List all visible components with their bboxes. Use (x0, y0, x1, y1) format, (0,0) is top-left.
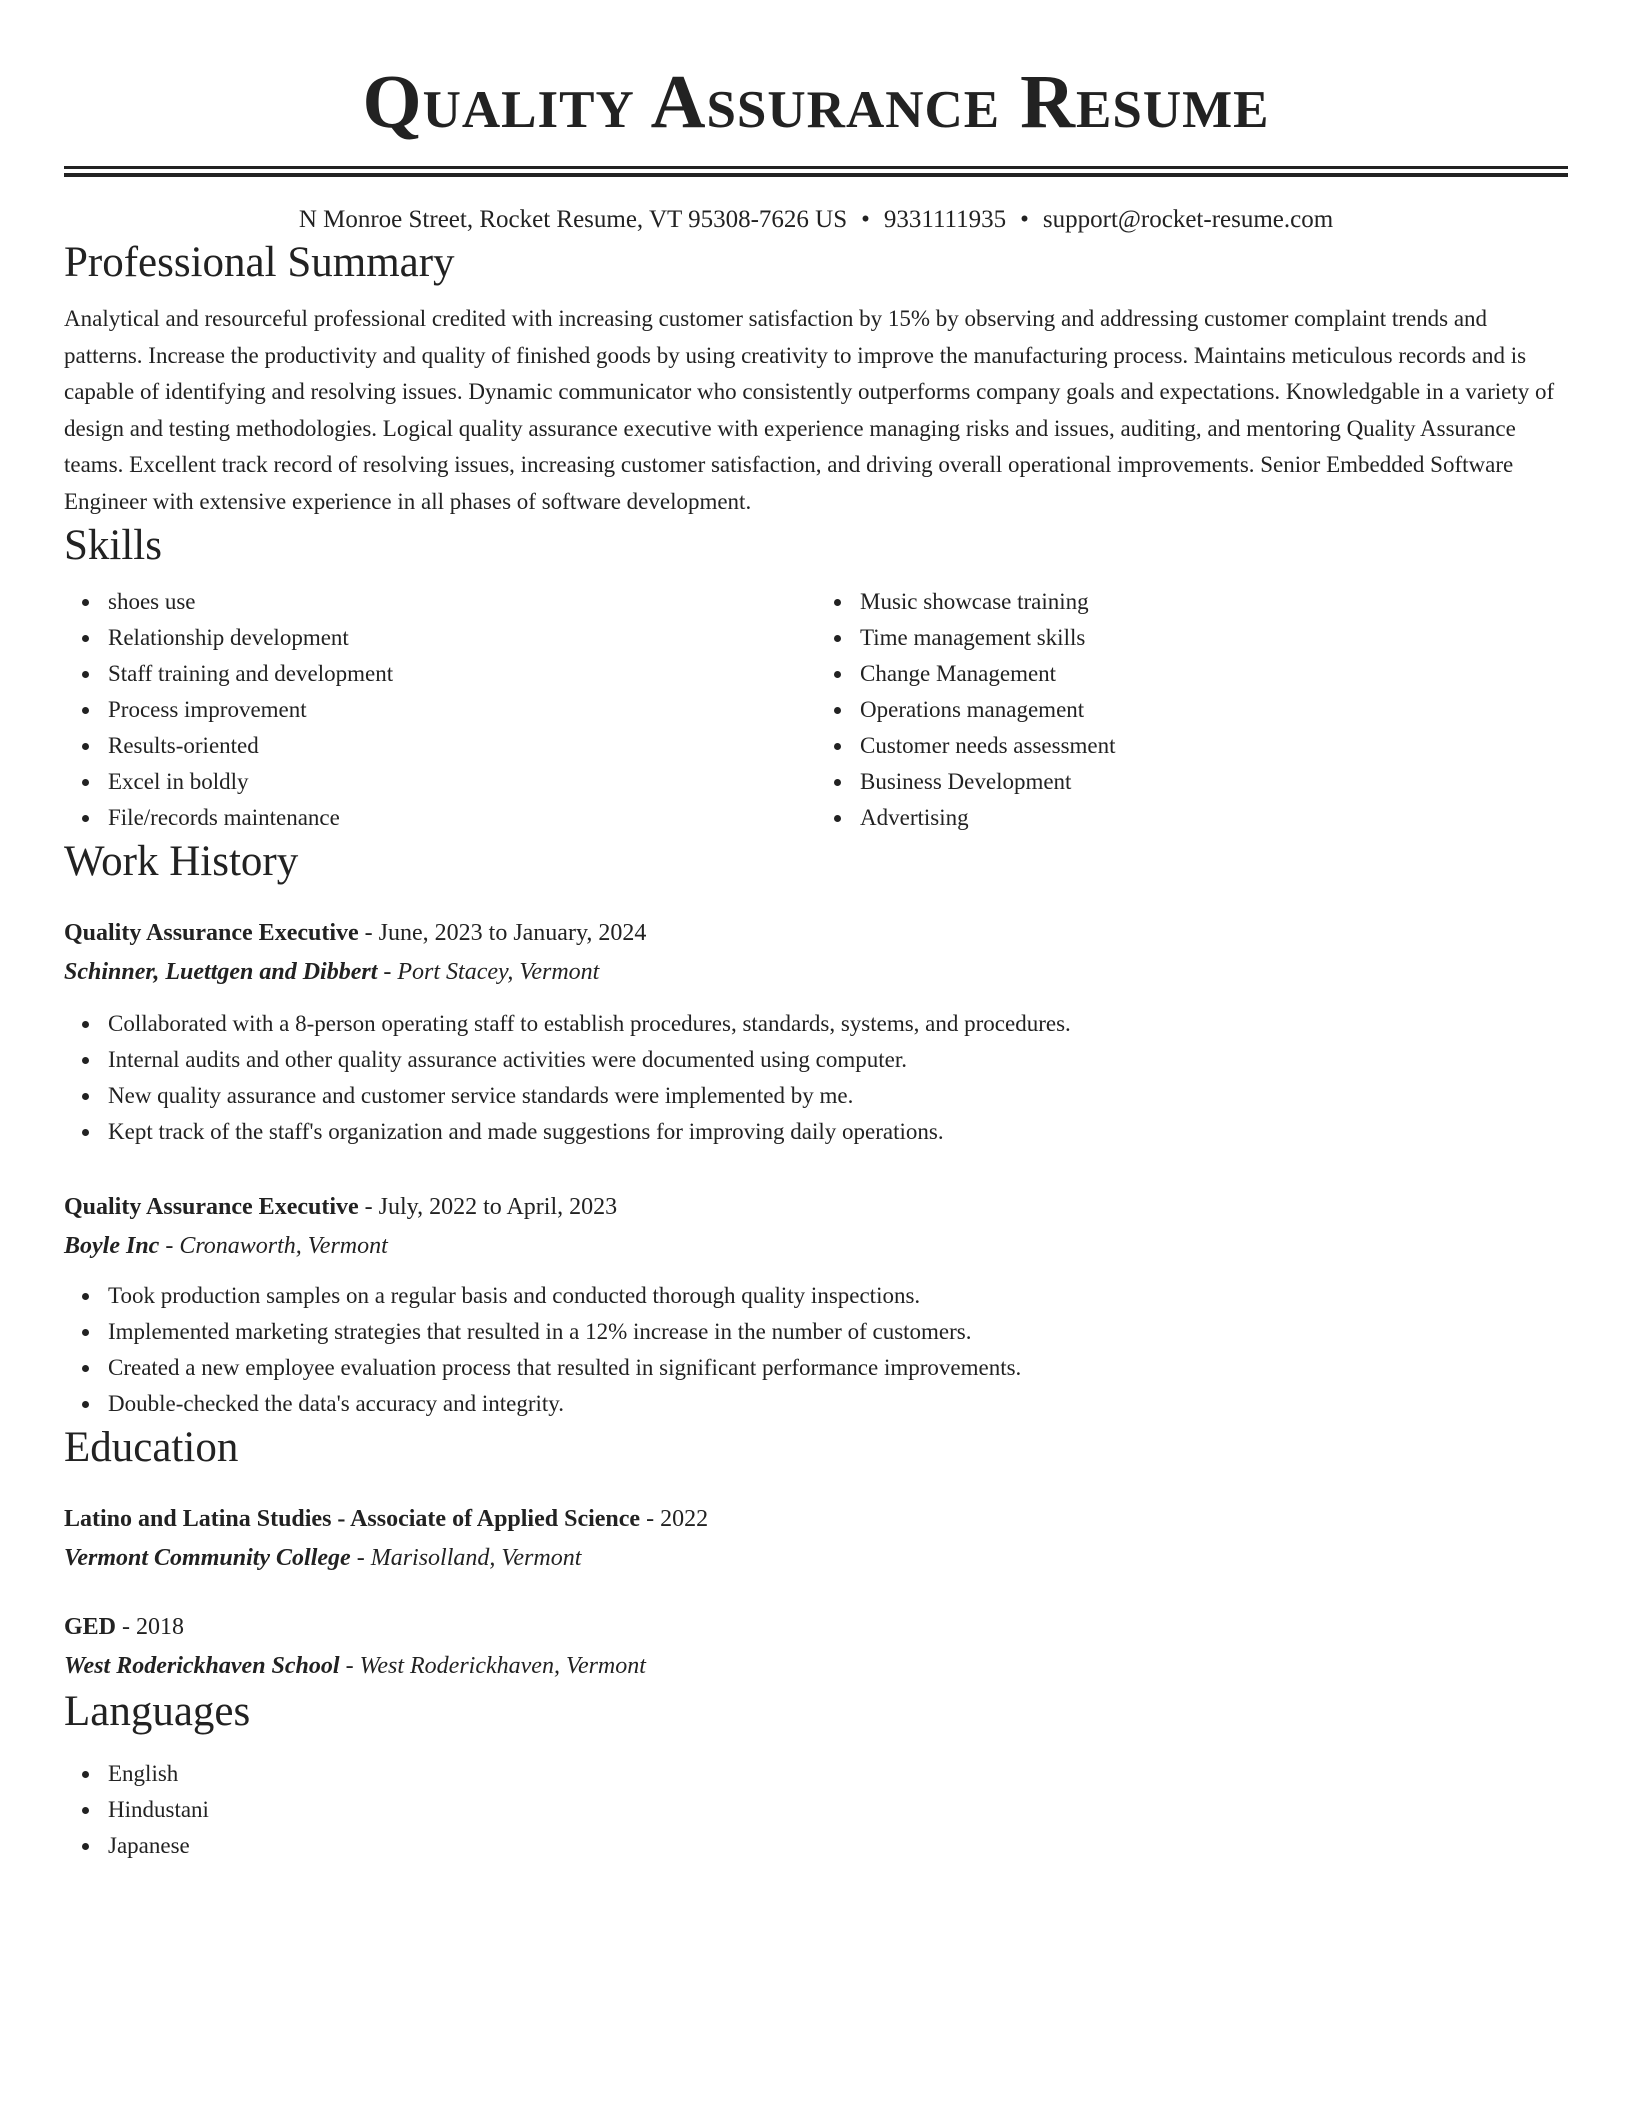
education-degree-line (64, 1608, 1568, 1646)
title-double-rule (64, 166, 1568, 177)
language-item: English (108, 1756, 1568, 1792)
contact-email: support@rocket-resume.com (1042, 206, 1334, 233)
job-company: Schinner, Luettgen and Dibbert (64, 959, 378, 985)
skill-item: File/records maintenance (108, 800, 816, 836)
job-bullet: Internal audits and other quality assurance activities were documented using computer. (108, 1042, 1568, 1078)
job-title-line (64, 914, 1568, 952)
skill-item: Customer needs assessment (860, 728, 1568, 764)
education-school-line (64, 1538, 1568, 1578)
skills-grid (64, 584, 1568, 836)
skill-item: Music showcase training (860, 584, 1568, 620)
contact-separator: • (1020, 206, 1029, 233)
education-location: Marisolland, Vermont (370, 1545, 582, 1571)
education-degree: GED (64, 1614, 117, 1640)
dash: - (377, 959, 398, 985)
education-year: 2022 (660, 1506, 709, 1532)
job-bullet: Kept track of the staff's organization and made suggestions for improving daily operations. (108, 1114, 1568, 1150)
contact-separator: • (861, 206, 870, 233)
job-entry (64, 1188, 1568, 1422)
dash: - (358, 920, 379, 946)
job-title: Quality Assurance Executive (64, 1194, 359, 1220)
education-location: West Roderickhaven, Vermont (359, 1653, 646, 1679)
job-location: Port Stacey, Vermont (397, 959, 600, 985)
education-school: West Roderickhaven School (64, 1653, 340, 1679)
job-bullets (64, 1006, 1568, 1150)
education-degree: Latino and Latina Studies - Associate of Applied Science (64, 1506, 641, 1532)
summary-text: Analytical and resourceful professional credited with increasing customer satisfaction by 15% by observing and addressing customer complaint trends and patterns. Increase the productivity and quality of finished goods by using creativity to improve the manufacturing process. Maintains meticulous records and is capable of identifying and resolving issues. Dynamic communicator who consistently outperforms company goals and expectations. Knowledgable in a variety of design and testing methodologies. Logical quality assurance executive with experience managing risks and issues, auditing, and mentoring Quality Assurance teams. Excellent track record of resolving issues, increasing customer satisfaction, and driving overall operational improvements. Senior Embedded Software Engineer with extensive experience in all phases of software development. (64, 306, 1555, 514)
skill-item: Excel in boldly (108, 764, 816, 800)
skills-right-list (816, 584, 1568, 836)
dash: - (350, 1545, 371, 1571)
dash: - (159, 1233, 180, 1259)
job-dates: June, 2023 to January, 2024 (378, 920, 647, 946)
skills-heading: Skills (64, 522, 162, 569)
job-title: Quality Assurance Executive (64, 920, 359, 946)
dash: - (358, 1194, 379, 1220)
dash: - (339, 1653, 360, 1679)
skill-item: Advertising (860, 800, 1568, 836)
skill-item: Process improvement (108, 692, 816, 728)
job-entry (64, 914, 1568, 1150)
skill-item: shoes use (108, 584, 816, 620)
job-bullet: Took production samples on a regular basis and conducted thorough quality inspections. (108, 1278, 1568, 1314)
job-company-line (64, 952, 1568, 992)
contact-phone: 9331111935 (883, 206, 1007, 233)
skill-item: Results-oriented (108, 728, 816, 764)
skills-left-list (64, 584, 816, 836)
job-bullet: Collaborated with a 8-person operating staff to establish procedures, standards, systems, and procedures. (108, 1006, 1568, 1042)
skill-item: Change Management (860, 656, 1568, 692)
education-heading: Education (64, 1424, 239, 1471)
job-company: Boyle Inc (64, 1233, 160, 1259)
job-location: Cronaworth, Vermont (179, 1233, 388, 1259)
skill-item: Business Development (860, 764, 1568, 800)
language-item: Japanese (108, 1828, 1568, 1864)
dash: - (640, 1506, 661, 1532)
resume-title: Quality Assurance Resume (362, 60, 1270, 144)
education-year: 2018 (136, 1614, 185, 1640)
job-title-line (64, 1188, 1568, 1226)
education-school: Vermont Community College (64, 1545, 351, 1571)
job-dates: July, 2022 to April, 2023 (378, 1194, 618, 1220)
language-item: Hindustani (108, 1792, 1568, 1828)
job-bullet: New quality assurance and customer service standards were implemented by me. (108, 1078, 1568, 1114)
education-entry (64, 1608, 1568, 1686)
education-entry (64, 1500, 1568, 1578)
contact-line (64, 203, 1568, 237)
work-history-heading: Work History (64, 838, 299, 885)
skill-item: Relationship development (108, 620, 816, 656)
job-company-line (64, 1226, 1568, 1266)
summary-heading: Professional Summary (64, 239, 455, 286)
education-school-line (64, 1646, 1568, 1686)
contact-address: N Monroe Street, Rocket Resume, VT 95308-7626 US (298, 206, 848, 233)
skill-item: Time management skills (860, 620, 1568, 656)
languages-heading: Languages (64, 1688, 251, 1735)
languages-list (64, 1756, 1568, 1864)
skill-item: Operations management (860, 692, 1568, 728)
job-bullets (64, 1278, 1568, 1422)
education-degree-line (64, 1500, 1568, 1538)
job-bullet: Created a new employee evaluation process that resulted in significant performance improvements. (108, 1350, 1568, 1386)
skill-item: Staff training and development (108, 656, 816, 692)
dash: - (116, 1614, 137, 1640)
job-bullet: Double-checked the data's accuracy and integrity. (108, 1386, 1568, 1422)
job-bullet: Implemented marketing strategies that resulted in a 12% increase in the number of customers. (108, 1314, 1568, 1350)
